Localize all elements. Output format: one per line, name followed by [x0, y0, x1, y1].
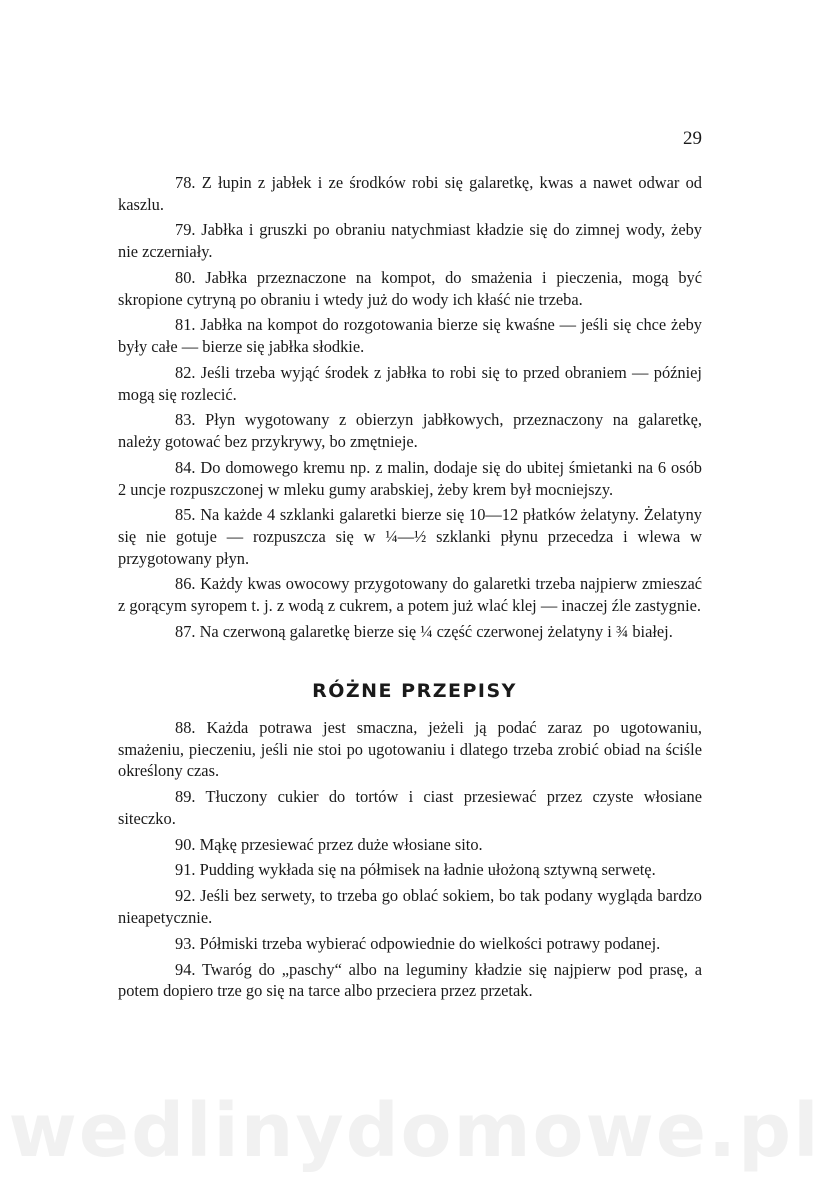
watermark: wedlinydomowe.pl	[8, 1088, 821, 1174]
recipe-list-bottom	[118, 717, 702, 1006]
page-number: 29	[683, 128, 702, 149]
paragraph-88: 88. Każda potrawa jest smaczna, jeżeli ją podać zaraz po ugotowaniu, smażeniu, pieczeniu, jeśli nie stoi po ugotowaniu i dlatego trzeba zrobić obiad na ściśle określony czas.	[118, 718, 702, 781]
paragraph-81: 81. Jabłka na kompot do rozgotowania bierze się kwaśne — jeśli się chce żeby były całe — bierze się jabłka słodkie.	[118, 315, 702, 357]
paragraph-79: 79. Jabłka i gruszki po obraniu natychmiast kładzie się do zimnej wody, żeby nie zczerniały.	[118, 220, 702, 262]
section-title: RÓŻNE PRZEPISY	[312, 680, 517, 702]
paragraph-90: 90. Mąkę przesiewać przez duże włosiane sito.	[175, 834, 483, 854]
paragraph-83: 83. Płyn wygotowany z obierzyn jabłkowych, przeznaczony na galaretkę, należy gotować bez przykrywy, bo zmętnieje.	[118, 410, 702, 452]
paragraph-89: 89. Tłuczony cukier do tortów i ciast przesiewać przez czyste włosiane siteczko.	[118, 787, 702, 828]
paragraph-91: 91. Pudding wykłada się na półmisek na ładnie ułożoną sztywną serwetę.	[175, 860, 656, 880]
recipe-list-top	[118, 172, 702, 647]
paragraph-93: 93. Półmiski trzeba wybierać odpowiednie do wielkości potrawy podanej.	[175, 933, 661, 953]
paragraph-87: 87. Na czerwoną galaretkę bierze się ¼ część czerwonej żelatyny i ¾ białej.	[175, 621, 673, 641]
paragraph-94: 94. Twaróg do „paschy“ albo na leguminy kładzie się najpierw pod prasę, a potem dopiero trze go się na tarce albo przeciera przez przetak.	[118, 959, 702, 1001]
paragraph-78: 78. Z łupin z jabłek i ze środków robi się galaretkę, kwas a nawet odwar od kaszlu.	[118, 173, 702, 214]
paragraph-82: 82. Jeśli trzeba wyjąć środek z jabłka to robi się to przed obraniem — później mogą się rozlecić.	[118, 362, 702, 404]
paragraph-84: 84. Do domowego kremu np. z malin, dodaje się do ubitej śmietanki na 6 osób 2 uncje rozpuszczonej w mleku gumy arabskiej, żeby krem był mocniejszy.	[118, 457, 702, 499]
paragraph-92: 92. Jeśli bez serwety, to trzeba go oblać sokiem, bo tak podany wygląda bardzo nieapetycznie.	[118, 886, 702, 927]
paragraph-85: 85. Na każde 4 szklanki galaretki bierze się 10—12 płatków żelatyny. Żelatyny się nie gotuje — rozpuszcza się w ¼—½ szklanki płynu przecedza i wlewa w przygotowany płyn.	[118, 505, 702, 568]
paragraph-86: 86. Każdy kwas owocowy przygotowany do galaretki trzeba najpierw zmieszać z gorącym syropem t. j. z wodą z cukrem, a potem już wlać klej — inaczej źle zastygnie.	[118, 574, 702, 616]
paragraph-80: 80. Jabłka przeznaczone na kompot, do smażenia i pieczenia, mogą być skropione cytryną po obraniu i wtedy już do wody ich kłaść nie trzeba.	[118, 267, 702, 309]
